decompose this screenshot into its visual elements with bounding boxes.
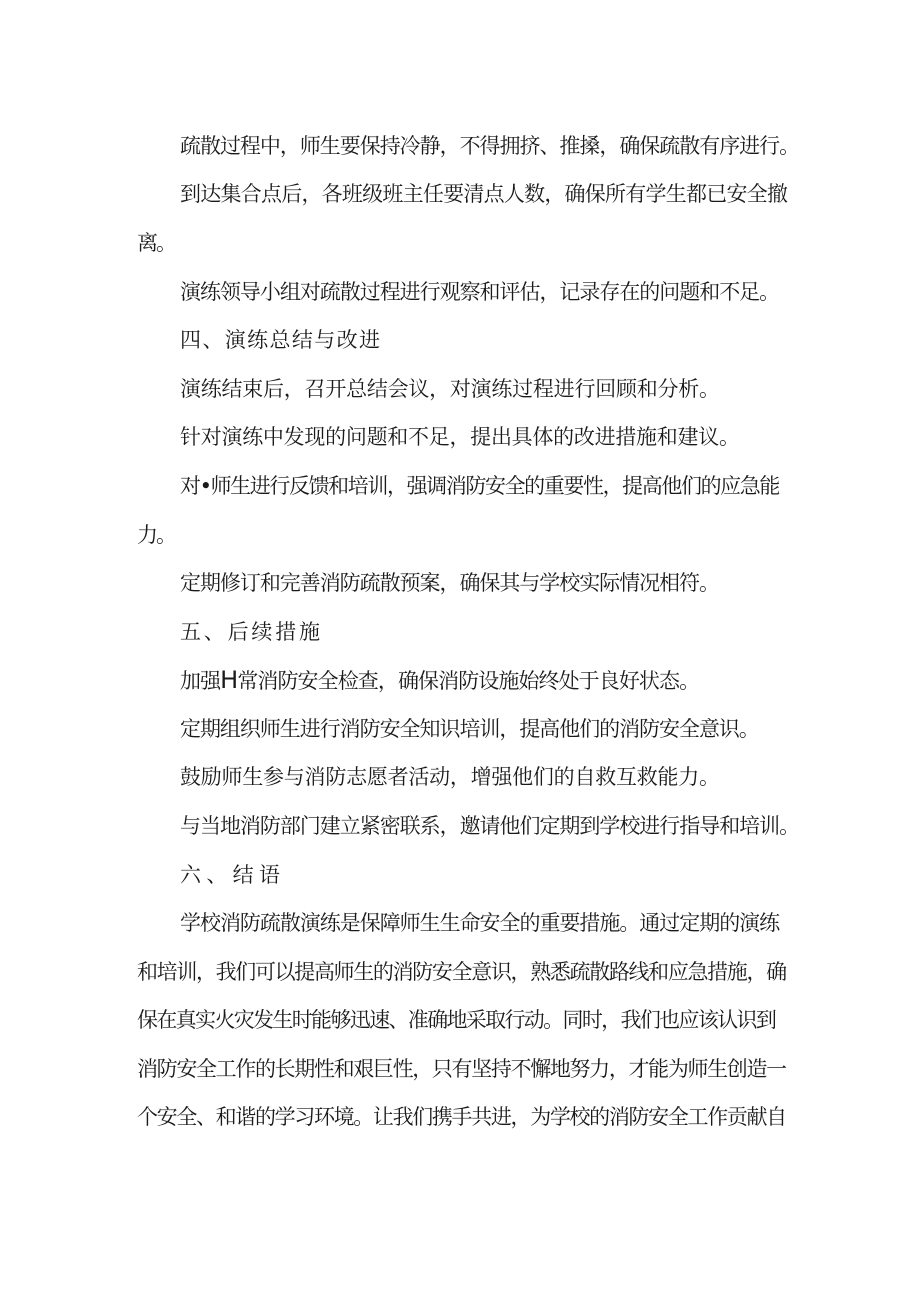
paragraph-line: 针对演练中发现的问题和不足，提出具体的改进措施和建议。 (180, 425, 740, 449)
paragraph-line: 保在真实火灾发生时能够迅速、准确地采取行动。同时，我们也应该认识到 (137, 1008, 776, 1032)
paragraph-line: 消防安全工作的长期性和艰巨性，只有坚持不懈地努力，才能为师生创造一 (137, 1057, 786, 1081)
paragraph-line: 和培训，我们可以提高师生的消防安全意识，熟悉疏散路线和应急措施，确 (137, 960, 786, 984)
paragraph-line: 对•师生进行反馈和培训，强调消防安全的重要性，提高他们的应急能 (180, 474, 779, 498)
paragraph-line: 学校消防疏散演练是保障师生生命安全的重要措施。通过定期的演练 (180, 911, 780, 935)
paragraph-line: 演练结束后，召开总结会议，对演练过程进行回顾和分析。 (180, 377, 720, 401)
paragraph-line: 力。 (137, 523, 175, 547)
line-text: 常消防安全检查，确保消防设施始终处于良好状态。 (237, 669, 700, 693)
section-heading: 五、后续措施 (180, 620, 323, 644)
paragraph-line: 到达集合点后，各班级班主任要清点人数，确保所有学生都已安全撤 (180, 182, 788, 206)
section-heading: 四、演练总结与改进 (180, 328, 382, 352)
paragraph-line (180, 668, 699, 693)
paragraph-line: 疏散过程中，师生要保持冷静，不得拥挤、推搡，确保疏散有序进行。 (180, 134, 800, 158)
section-heading: 六、结语 (180, 863, 286, 887)
ocr-glyph: H (220, 666, 238, 694)
paragraph-line: 与当地消防部门建立紧密联系，邀请他们定期到学校进行指导和培训。 (180, 814, 800, 838)
paragraph-line: 定期修订和完善消防疏散预案，确保其与学校实际情况相符。 (180, 571, 719, 595)
paragraph-line: 演练领导小组对疏散过程进行观察和评估，记录存在的问题和不足。 (180, 280, 780, 304)
paragraph-line: 离。 (137, 231, 175, 255)
paragraph-line: 定期组织师生进行消防安全知识培训，提高他们的消防安全意识。 (180, 717, 759, 741)
paragraph-line: 个安全、和谐的学习环境。让我们携手共进，为学校的消防安全工作贡献自 (137, 1105, 786, 1129)
paragraph-line: 鼓励师生参与消防志愿者活动，增强他们的自救互救能力。 (180, 765, 720, 789)
line-text: 加强 (180, 669, 221, 693)
